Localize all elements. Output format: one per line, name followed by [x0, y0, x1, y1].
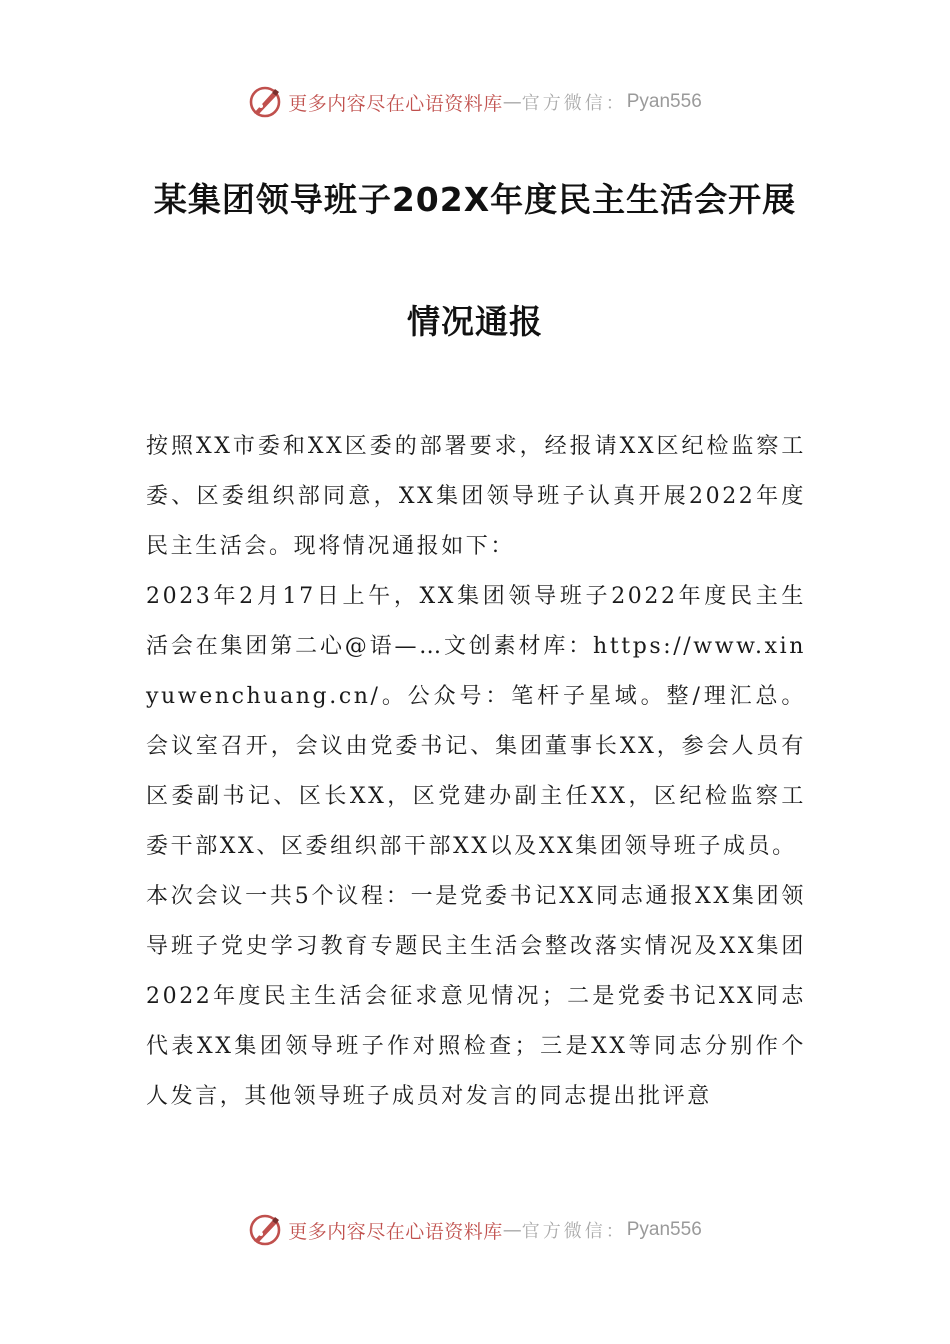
paragraph-intro: 按照XX市委和XX区委的部署要求，经报请XX区纪检监察工委、区委组织部同意，XX集团领导班子认真开展2022年度民主生活会。现将情况通报如下：	[146, 434, 806, 559]
wechat-id: Pyan556	[626, 1219, 702, 1240]
header-banner	[0, 80, 950, 124]
library-promo-text: 更多内容尽在心语资料库	[288, 1220, 503, 1243]
banner-dash: —	[502, 1219, 522, 1241]
document-title-line-2: 情况通报	[407, 302, 543, 341]
footer-banner	[0, 1208, 950, 1252]
document-body	[146, 422, 806, 1122]
wechat-label: 官方微信：	[521, 93, 627, 114]
paragraph-meeting-info: 2023年2月17日上午，XX集团领导班子2022年度民主生活会在集团第二心@语—…文创素材库：https://www.xinyuwenchuang.cn/。公众号：笔杆子星域。整/理汇总。会议室召开，会议由党委书记、集团董事长XX，参会人员有区委副书记、区长XX，区党建办副主任XX，区纪检监察工委干部XX、区委组织部干部XX以及XX集团领导班子成员。	[146, 584, 806, 859]
paragraph-agenda: 本次会议一共5个议程：一是党委书记XX同志通报XX集团领导班子党史学习教育专题民主生活会整改落实情况及XX集团2022年度民主生活会征求意见情况；二是党委书记XX同志代表XX集团领导班子作对照检查；三是XX等同志分别作个人发言，其他领导班子成员对发言的同志提出批评意	[146, 884, 806, 1109]
pen-circle-logo-icon	[248, 1213, 282, 1247]
banner-dash: —	[502, 91, 522, 113]
pen-circle-logo-icon	[248, 85, 282, 119]
wechat-label: 官方微信：	[521, 1221, 627, 1242]
library-promo-text: 更多内容尽在心语资料库	[288, 92, 503, 115]
document-title-line-1: 某集团领导班子202X年度民主生活会开展	[153, 180, 797, 219]
wechat-id: Pyan556	[626, 91, 702, 112]
